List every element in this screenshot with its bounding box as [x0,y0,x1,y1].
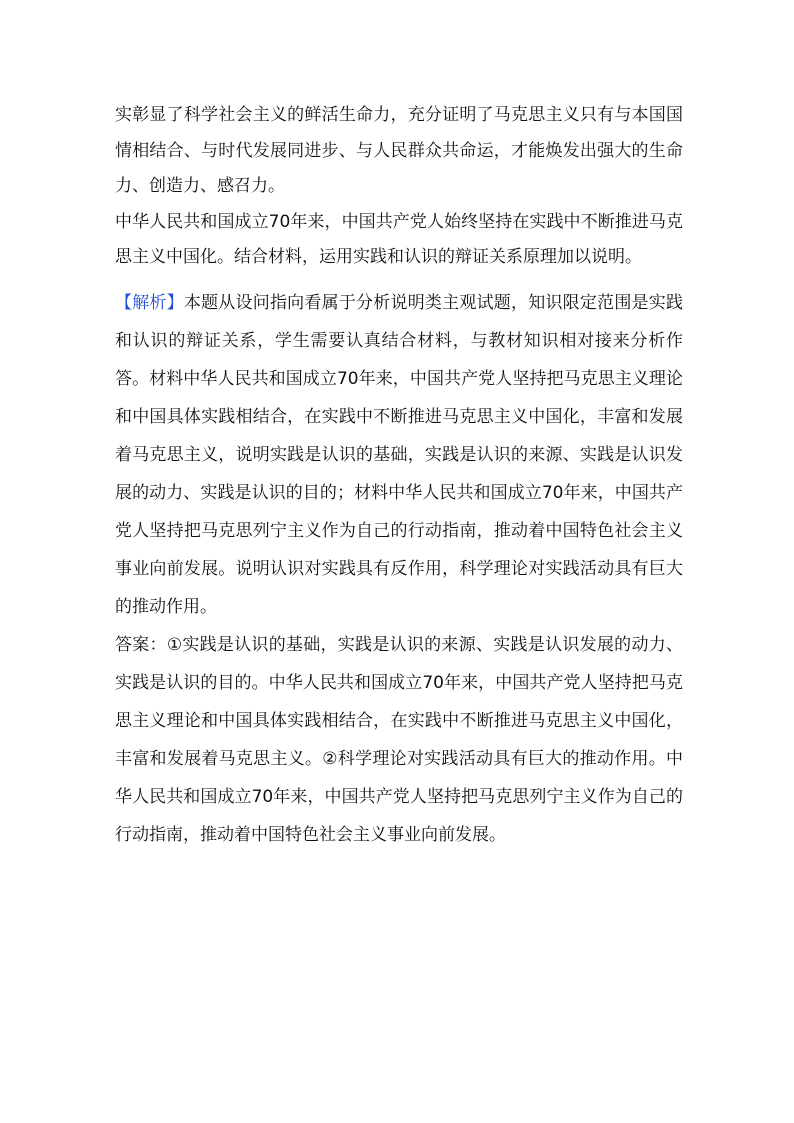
analysis-text: 本题从设问指向看属于分析说明类主观试题，知识限定范围是实践和认识的辩证关系，学生需要认真结合材料，与教材知识相对接来分析作答。材料中华人民共和国成立70年来，中国共产党人坚持把马克思主义理论和中国具体实践相结合，在实践中不断推进马克思主义中国化，丰富和发展着马克思主义，说明实践是认识的基础，实践是认识的来源、实践是认识发展的动力、实践是认识的目的；材料中华人民共和国成立70年来，中国共产党人坚持把马克思列宁主义作为自己的行动指南，推动着中国特色社会主义事业向前发展。说明认识对实践具有反作用，科学理论对实践活动具有巨大的推动作用。 [115,292,683,617]
question-paragraph: 中华人民共和国成立70年来，中国共产党人始终坚持在实践中不断推进马克思主义中国化。结合材料，运用实践和认识的辩证关系原理加以说明。 [115,211,683,267]
spacer [115,276,683,284]
intro-paragraph: 实彰显了科学社会主义的鲜活生命力，充分证明了马克思主义只有与本国国情相结合、与时代发展同进步、与人民群众共命运，才能焕发出强大的生命力、创造力、感召力。 [115,105,683,196]
answer-paragraph: 答案：①实践是认识的基础，实践是认识的来源、实践是认识发展的动力、实践是认识的目的。中华人民共和国成立70年来，中国共产党人坚持把马克思主义理论和中国具体实践相结合，在实践中不断推进马克思主义中国化，丰富和发展着马克思主义。②科学理论对实践活动具有巨大的推动作用。中华人民共和国成立70年来，中国共产党人坚持把马克思列宁主义作为自己的行动指南，推动着中国特色社会主义事业向前发展。 [115,634,683,845]
document-content [115,98,683,854]
analysis-paragraph [115,284,683,626]
analysis-tag: 【解析】 [115,292,184,313]
